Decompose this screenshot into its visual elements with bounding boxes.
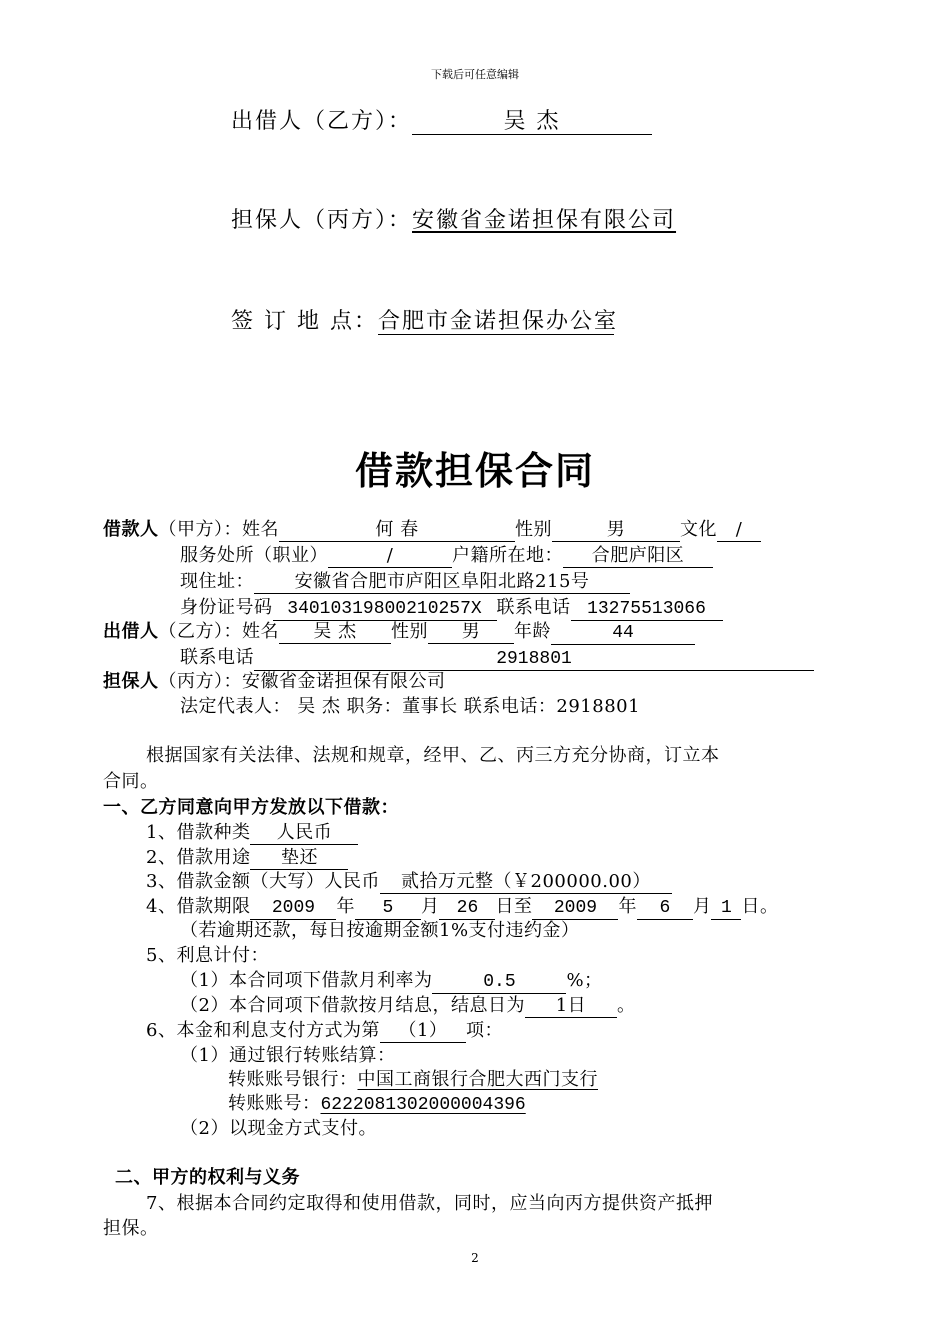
borrower-line-1 <box>103 515 761 542</box>
preamble-line-2: 合同。 <box>103 771 159 792</box>
borrower-gender: 男 <box>552 520 680 542</box>
word-month: 月 <box>420 896 440 917</box>
item-6-suffix: 项： <box>465 1020 503 1041</box>
word-year-2: 年 <box>618 896 637 917</box>
guarantor-label: 担保人 <box>103 671 159 692</box>
address-value: 安徽省合肥市庐阳区阜阳北路215号 <box>254 572 630 594</box>
borrower-label: 借款人 <box>103 519 159 540</box>
lender-phone: 2918801 <box>254 649 814 671</box>
hukou-label: 户籍所在地： <box>452 545 563 566</box>
item-1-label: 1、借款种类 <box>146 822 251 843</box>
lender-age-label: 年龄 <box>514 621 551 642</box>
borrower-gender-label: 性别 <box>515 519 552 540</box>
item-3-value: 贰拾万元整（￥200000.00） <box>380 872 672 894</box>
borrower-line-2 <box>180 541 713 568</box>
top-lender-line <box>231 104 652 135</box>
occupation-label: 服务处所（职业） <box>180 545 328 566</box>
item-2-value: 垫还 <box>250 848 348 870</box>
settlement-day: 1日 <box>525 996 617 1018</box>
top-place-line <box>231 304 618 335</box>
top-guarantor-value: 安徽省金诺担保有限公司 <box>412 208 677 233</box>
word-to: 至 <box>513 896 533 917</box>
item-3-label: 3、借款金额（大写）人民币 <box>146 871 380 892</box>
borrower-phone-label: 联系电话 <box>496 597 571 618</box>
word-year: 年 <box>336 896 355 917</box>
top-guarantor-line <box>231 203 676 234</box>
id-value: 34010319800210257X <box>273 599 497 621</box>
borrower-edu-label: 文化 <box>680 519 717 540</box>
guarantor-rep-line: 法定代表人： 吴 杰 职务：董事长 联系电话：2918801 <box>180 696 641 717</box>
item-4-note: （若逾期还款，每日按逾期金额1%支付违约金） <box>180 920 580 941</box>
borrower-name-label: 姓名 <box>242 519 279 540</box>
lender-party: （乙方）： <box>158 621 242 642</box>
lender-name-label: 姓名 <box>242 621 279 642</box>
item-5-1-suffix: %； <box>566 970 603 991</box>
item-5-2-suffix: 。 <box>616 995 636 1016</box>
monthly-rate: 0.5 <box>432 972 566 994</box>
start-month: 5 <box>355 898 421 920</box>
item-7-line-2: 担保。 <box>103 1218 159 1239</box>
account-label: 转账账号： <box>228 1093 321 1114</box>
item-6-value: （1） <box>380 1021 466 1043</box>
item-1-value: 人民币 <box>250 823 358 845</box>
top-place-label: 签 订 地 点： <box>231 309 378 334</box>
item-5-2 <box>180 991 635 1018</box>
end-month: 6 <box>637 898 693 920</box>
account-line <box>228 1089 526 1115</box>
page-number: 2 <box>471 1251 479 1265</box>
word-day: 日 <box>495 896 514 917</box>
start-year: 2009 <box>250 898 336 920</box>
item-2-label: 2、借款用途 <box>146 847 251 868</box>
item-1 <box>146 818 358 845</box>
borrower-edu: / <box>717 520 761 542</box>
preamble-line-1: 根据国家有关法律、法规和规章，经甲、乙、丙三方充分协商，订立本 <box>146 745 720 766</box>
word-month-2: 月 <box>692 896 712 917</box>
item-6-2: （2）以现金方式支付。 <box>180 1118 377 1139</box>
borrower-party: （甲方）： <box>158 519 242 540</box>
item-6-1: （1）通过银行转账结算： <box>180 1045 396 1066</box>
lender-label: 出借人 <box>103 621 159 642</box>
lender-line-1 <box>103 617 695 645</box>
page-header-note: 下载后可任意编辑 <box>431 68 519 81</box>
item-5-1 <box>180 966 603 994</box>
top-guarantor-label: 担保人（丙方）： <box>231 208 413 233</box>
end-year: 2009 <box>532 898 618 920</box>
start-day: 26 <box>439 898 495 920</box>
section-2-heading: 二、甲方的权利与义务 <box>115 1167 300 1188</box>
item-2 <box>146 843 348 870</box>
guarantor-line-1 <box>103 667 446 693</box>
bank-value: 中国工商银行合肥大西门支行 <box>357 1069 598 1090</box>
bank-label: 转账账号银行： <box>228 1069 358 1090</box>
hukou-value: 合肥庐阳区 <box>563 546 713 568</box>
lender-age: 44 <box>551 623 695 645</box>
item-4-label: 4、借款期限 <box>146 896 251 917</box>
item-7-line-1: 7、根据本合同约定取得和使用借款，同时，应当向丙方提供资产抵押 <box>146 1193 713 1214</box>
borrower-line-3 <box>180 567 630 594</box>
guarantor-party: （丙方）：安徽省金诺担保有限公司 <box>158 671 446 692</box>
id-label: 身份证号码 <box>180 597 273 618</box>
lender-phone-label: 联系电话 <box>180 647 254 668</box>
occupation-value: / <box>328 546 452 568</box>
account-value: 6222081302000004396 <box>320 1095 526 1115</box>
item-6 <box>146 1016 503 1043</box>
word-day-end: 日。 <box>741 896 779 917</box>
top-lender-value: 吴 杰 <box>412 109 652 135</box>
lender-gender-label: 性别 <box>391 621 428 642</box>
item-6-label: 6、本金和利息支付方式为第 <box>146 1020 380 1041</box>
borrower-name: 何 春 <box>279 520 515 542</box>
borrower-phone: 13275513066 <box>571 599 723 621</box>
end-day: 1 <box>711 898 741 920</box>
item-5-label: 5、利息计付： <box>146 945 269 966</box>
lender-name: 吴 杰 <box>279 622 391 644</box>
address-label: 现住址： <box>180 571 254 592</box>
item-5-2-label: （2）本合同项下借款按月结息，结息日为 <box>180 995 525 1016</box>
item-3 <box>146 867 672 894</box>
top-place-value: 合肥市金诺担保办公室 <box>377 309 618 334</box>
bank-line <box>228 1065 598 1091</box>
top-lender-label: 出借人（乙方）： <box>231 109 413 134</box>
contract-title: 借款担保合同 <box>354 449 595 493</box>
lender-gender: 男 <box>428 622 514 644</box>
item-5-1-label: （1）本合同项下借款月利率为 <box>180 970 433 991</box>
section-1-heading: 一、乙方同意向甲方发放以下借款： <box>103 797 399 818</box>
